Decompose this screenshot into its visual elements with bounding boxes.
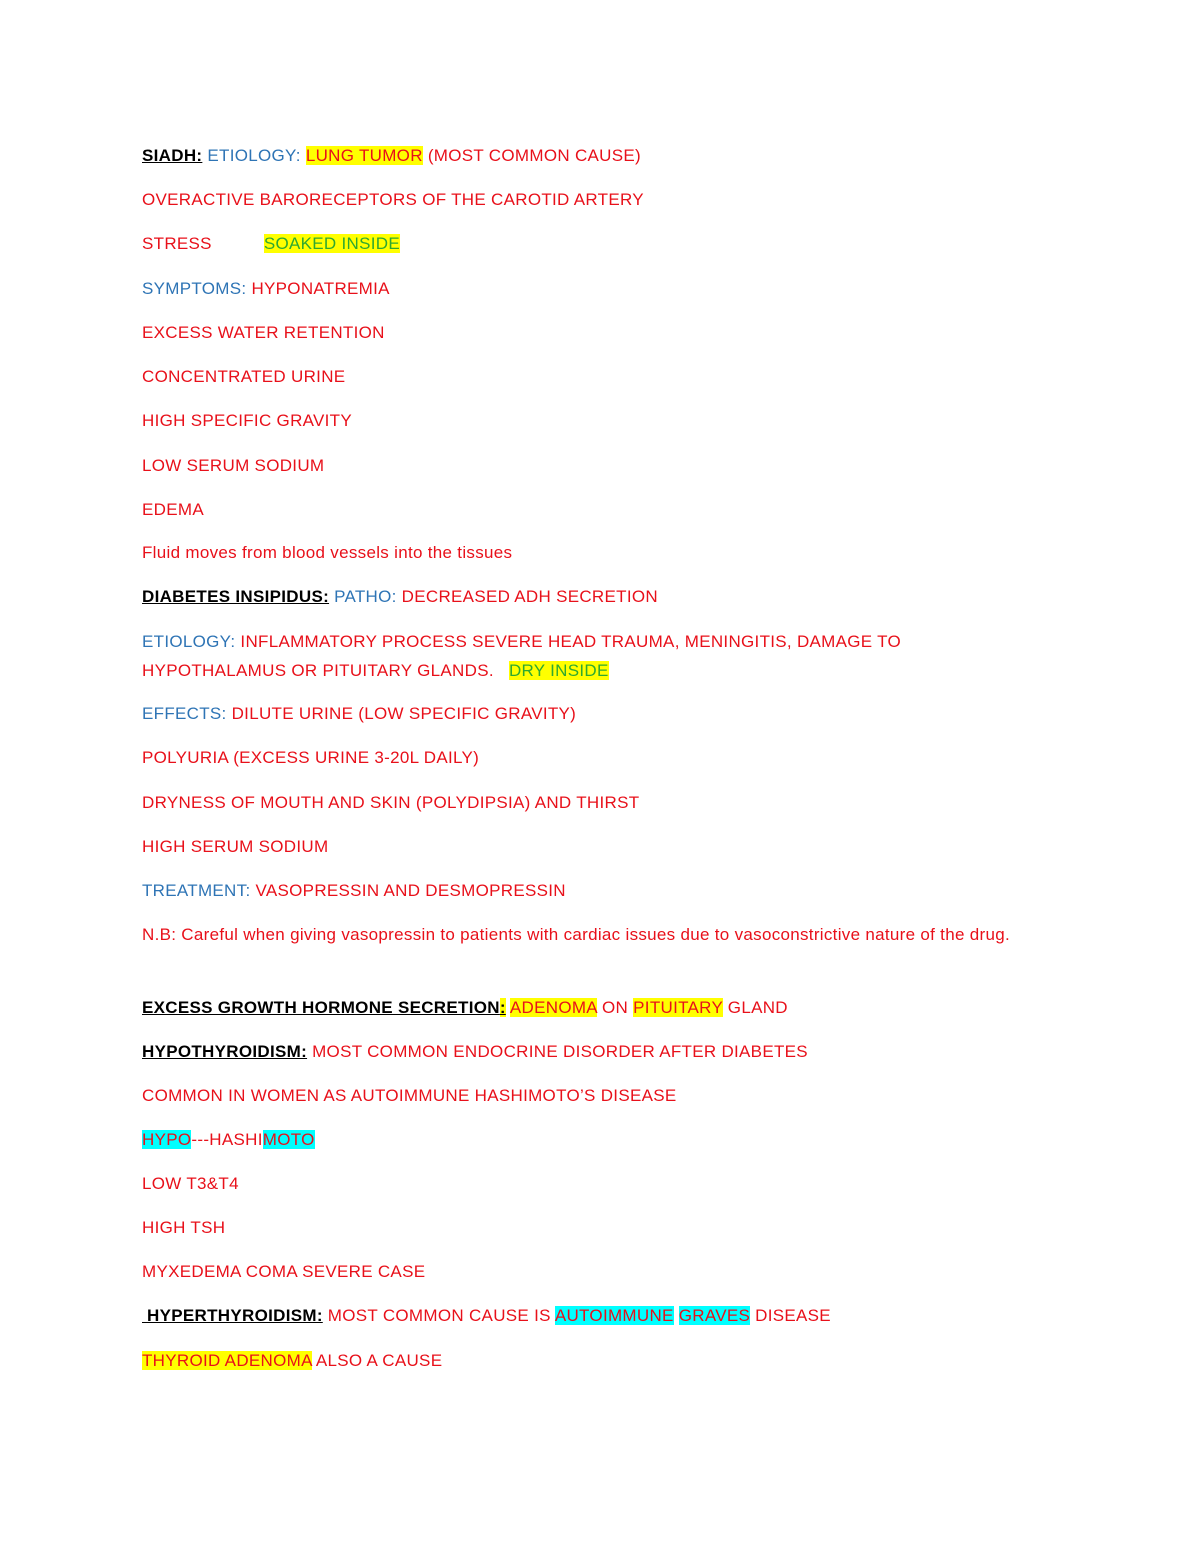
gh-on: ON xyxy=(597,998,634,1017)
di-effects-line xyxy=(142,702,576,726)
di-etiology-line2 xyxy=(142,659,609,683)
siadh-mnemonic: SOAKED INSIDE xyxy=(263,234,400,253)
siadh-cause-note: (MOST COMMON CAUSE) xyxy=(422,146,641,165)
siadh-cause2: OVERACTIVE BARORECEPTORS OF THE CAROTID ARTERY xyxy=(142,190,644,209)
siadh-etiology-label: ETIOLOGY: xyxy=(202,146,306,165)
hypo-desc: MOST COMMON ENDOCRINE DISORDER AFTER DIABETES xyxy=(307,1042,808,1061)
di-effect2: POLYURIA (EXCESS URINE 3-20L DAILY) xyxy=(142,748,480,767)
hypo-mnemonic-hypo: HYPO xyxy=(142,1130,192,1149)
gh-heading: EXCESS GROWTH HORMONE SECRETION xyxy=(142,998,500,1017)
siadh-symptom2: EXCESS WATER RETENTION xyxy=(142,323,385,342)
siadh-stress-line xyxy=(142,232,400,256)
hypo-heading: HYPOTHYROIDISM: xyxy=(142,1042,308,1061)
di-nb-note: N.B: Careful when giving vasopressin to patients with cardiac issues due to vasoconstrictive nature of the drug. xyxy=(142,925,1010,944)
di-treatment: VASOPRESSIN AND DESMOPRESSIN xyxy=(255,881,566,900)
siadh-heading: SIADH: xyxy=(142,146,203,165)
siadh-cause-lung-tumor: LUNG TUMOR xyxy=(305,146,423,165)
di-patho-label: PATHO: xyxy=(329,587,402,606)
siadh-cause3: STRESS xyxy=(142,234,212,253)
hyper-desc: MOST COMMON CAUSE IS xyxy=(322,1306,555,1325)
di-effects-label: EFFECTS: xyxy=(142,704,232,723)
gh-adenoma: ADENOMA xyxy=(509,998,598,1017)
hyper-also: ALSO A CAUSE xyxy=(311,1351,443,1370)
hypo-mnemonic-moto: MOTO xyxy=(262,1130,315,1149)
di-etiology-line1 xyxy=(142,630,901,654)
hyper-thyroid-adenoma: THYROID ADENOMA xyxy=(142,1351,312,1370)
gh-colon: : xyxy=(499,998,506,1017)
hypo-line xyxy=(142,1040,808,1064)
di-effect4: HIGH SERUM SODIUM xyxy=(142,837,329,856)
siadh-fluid-note: Fluid moves from blood vessels into the tissues xyxy=(142,543,513,562)
gh-gland: GLAND xyxy=(722,998,788,1017)
hypo-mnemonic-line xyxy=(142,1128,315,1152)
gh-line xyxy=(142,996,788,1020)
di-treatment-label: TREATMENT: xyxy=(142,881,256,900)
hyper-graves: GRAVES xyxy=(678,1306,751,1325)
siadh-symptom5: LOW SERUM SODIUM xyxy=(142,456,325,475)
gh-pituitary: PITUITARY xyxy=(633,998,723,1017)
di-treatment-line xyxy=(142,879,566,903)
siadh-line xyxy=(142,144,641,168)
hyper-space xyxy=(674,1306,679,1325)
hypo-line5: HIGH TSH xyxy=(142,1218,226,1237)
di-heading: DIABETES INSIPIDUS: xyxy=(142,587,330,606)
hyper-adenoma-line xyxy=(142,1349,442,1373)
siadh-symptom1: HYPONATREMIA xyxy=(251,279,390,298)
hyper-autoimmune: AUTOIMMUNE xyxy=(554,1306,674,1325)
di-mnemonic: DRY INSIDE xyxy=(508,661,609,680)
hyper-disease: DISEASE xyxy=(750,1306,831,1325)
hypo-line4: LOW T3&T4 xyxy=(142,1174,239,1193)
hypo-line6: MYXEDEMA COMA SEVERE CASE xyxy=(142,1262,426,1281)
di-patho: DECREASED ADH SECRETION xyxy=(401,587,658,606)
hyper-line xyxy=(142,1304,831,1328)
siadh-symptoms-label: SYMPTOMS: xyxy=(142,279,252,298)
di-etiology-label: ETIOLOGY: xyxy=(142,632,241,651)
siadh-symptoms-line xyxy=(142,277,390,301)
di-etiology-text2: HYPOTHALAMUS OR PITUITARY GLANDS. xyxy=(142,661,509,680)
di-line xyxy=(142,585,658,609)
siadh-symptom3: CONCENTRATED URINE xyxy=(142,367,346,386)
siadh-symptom4: HIGH SPECIFIC GRAVITY xyxy=(142,411,353,430)
di-etiology-text1: INFLAMMATORY PROCESS SEVERE HEAD TRAUMA, MENINGITIS, DAMAGE TO xyxy=(240,632,902,651)
hyper-heading: HYPERTHYROIDISM: xyxy=(142,1306,323,1325)
siadh-symptom6: EDEMA xyxy=(142,500,204,519)
di-effect3: DRYNESS OF MOUTH AND SKIN (POLYDIPSIA) AND THIRST xyxy=(142,793,640,812)
hypo-line2: COMMON IN WOMEN AS AUTOIMMUNE HASHIMOTO’S DISEASE xyxy=(142,1086,677,1105)
di-effect1: DILUTE URINE (LOW SPECIFIC GRAVITY) xyxy=(231,704,577,723)
hypo-mnemonic-hashi: ---HASHI xyxy=(191,1130,263,1149)
